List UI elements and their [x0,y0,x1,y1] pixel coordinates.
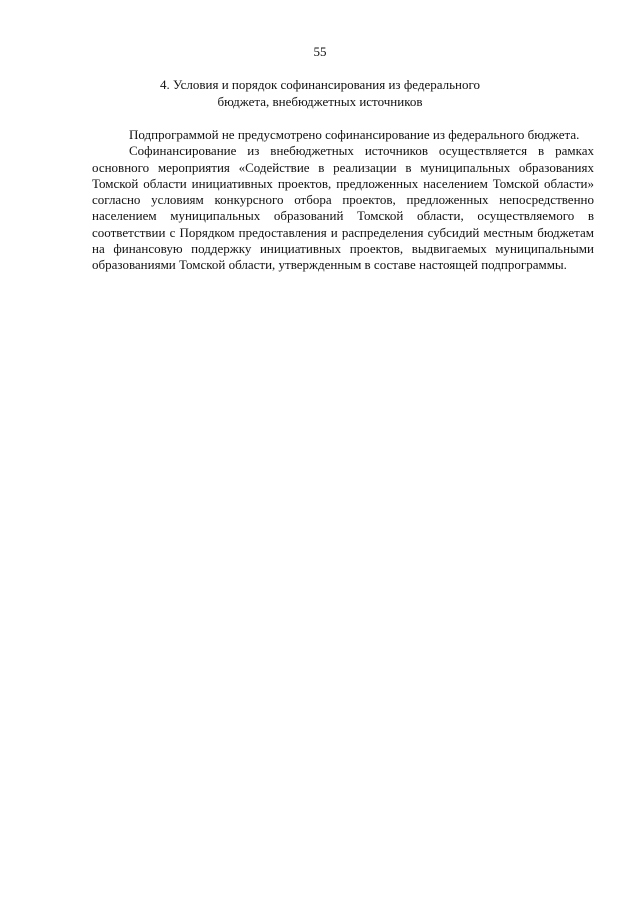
body-text [92,127,594,274]
page-number: 55 [313,44,327,59]
paragraph-federal-budget: Подпрограммой не предусмотрено софинансирование из федерального бюджета. [129,127,580,142]
section-title-line-1: 4. Условия и порядок софинансирования из федерального [159,77,480,92]
section-title [120,76,520,110]
section-title-line-2: бюджета, внебюджетных источников [217,94,423,109]
paragraph-extrabudgetary-sources: Софинансирование из внебюджетных источников осуществляется в рамках основного мероприятия «Содействие в реализации в муниципальных образованиях Томской области инициативных проектов, предложенных населением Томской области» согласно условиям конкурсного отбора проектов, предложенных непосредственно населением муниципальных образований Томской области, осуществляемого в соответствии с Порядком предоставления и распределения субсидий местным бюджетам на финансовую поддержку инициативных проектов, выдвигаемых муниципальными образованиями Томской области, утвержденным в составе настоящей подпрограммы. [92,143,594,273]
